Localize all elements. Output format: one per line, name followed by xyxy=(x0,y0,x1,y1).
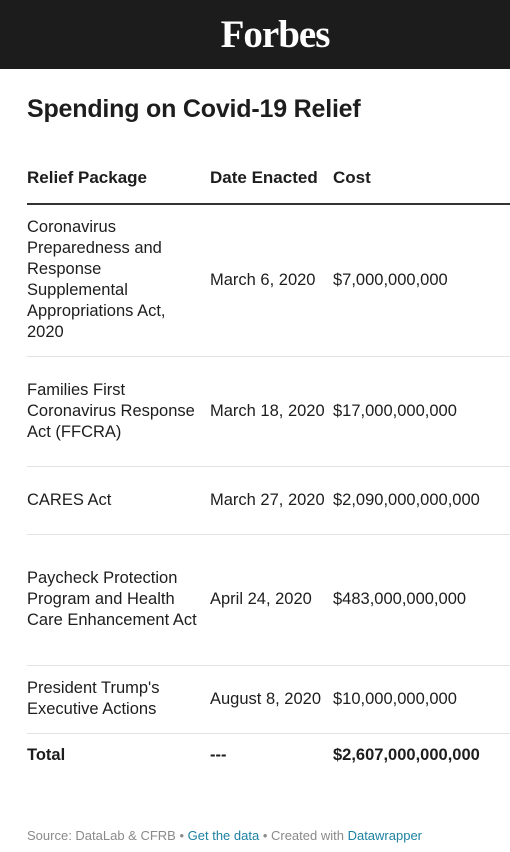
total-cost: $2,607,000,000,000 xyxy=(333,746,480,765)
table-row xyxy=(27,356,510,466)
total-row xyxy=(27,733,510,778)
cell-date: April 24, 2020 xyxy=(210,534,333,665)
get-data-link[interactable]: Get the data xyxy=(187,828,260,843)
cell-package: CARES Act xyxy=(27,466,210,534)
cell-package: President Trump's Executive Actions xyxy=(27,665,210,733)
column-header-cost[interactable]: Cost xyxy=(333,166,510,204)
table-row xyxy=(27,665,510,733)
table-row xyxy=(27,466,510,534)
cell-date: March 6, 2020 xyxy=(210,204,333,356)
cell-date: March 18, 2020 xyxy=(210,356,333,466)
cell-cost: $7,000,000,000 xyxy=(333,204,510,356)
cell-package: Coronavirus Preparedness and Response Supplemental Appropriations Act, 2020 xyxy=(27,204,210,356)
cutoff-content xyxy=(80,848,440,852)
cell-cost: $17,000,000,000 xyxy=(333,356,510,466)
cell-cost: $483,000,000,000 xyxy=(333,534,510,665)
created-with-text: • Created with xyxy=(259,828,348,843)
cell-package: Paycheck Protection Program and Health Care Enhancement Act xyxy=(27,534,210,665)
cell-cost: $2,090,000,000,000 xyxy=(333,466,510,534)
footer-separator: • xyxy=(175,828,188,843)
column-header-date[interactable]: Date Enacted xyxy=(210,166,333,204)
cell-date: August 8, 2020 xyxy=(210,665,333,733)
column-header-package[interactable]: Relief Package xyxy=(27,166,210,204)
forbes-logo[interactable]: Forbes xyxy=(220,13,330,56)
table-row xyxy=(27,204,510,356)
site-header xyxy=(0,0,510,69)
table-header-row xyxy=(27,166,510,204)
source-text: Source: DataLab & CFRB xyxy=(27,828,176,843)
datawrapper-link[interactable]: Datawrapper xyxy=(347,828,423,843)
table-title: Spending on Covid-19 Relief xyxy=(27,95,361,123)
cell-cost: $10,000,000,000 xyxy=(333,665,510,733)
chart-card xyxy=(0,69,510,852)
cell-package: Families First Coronavirus Response Act (FFCRA) xyxy=(27,356,210,466)
relief-table xyxy=(27,166,510,778)
source-footer xyxy=(27,828,422,843)
total-label: Total xyxy=(27,746,66,765)
cell-date: March 27, 2020 xyxy=(210,466,333,534)
total-date: --- xyxy=(210,746,227,765)
table-row xyxy=(27,534,510,665)
